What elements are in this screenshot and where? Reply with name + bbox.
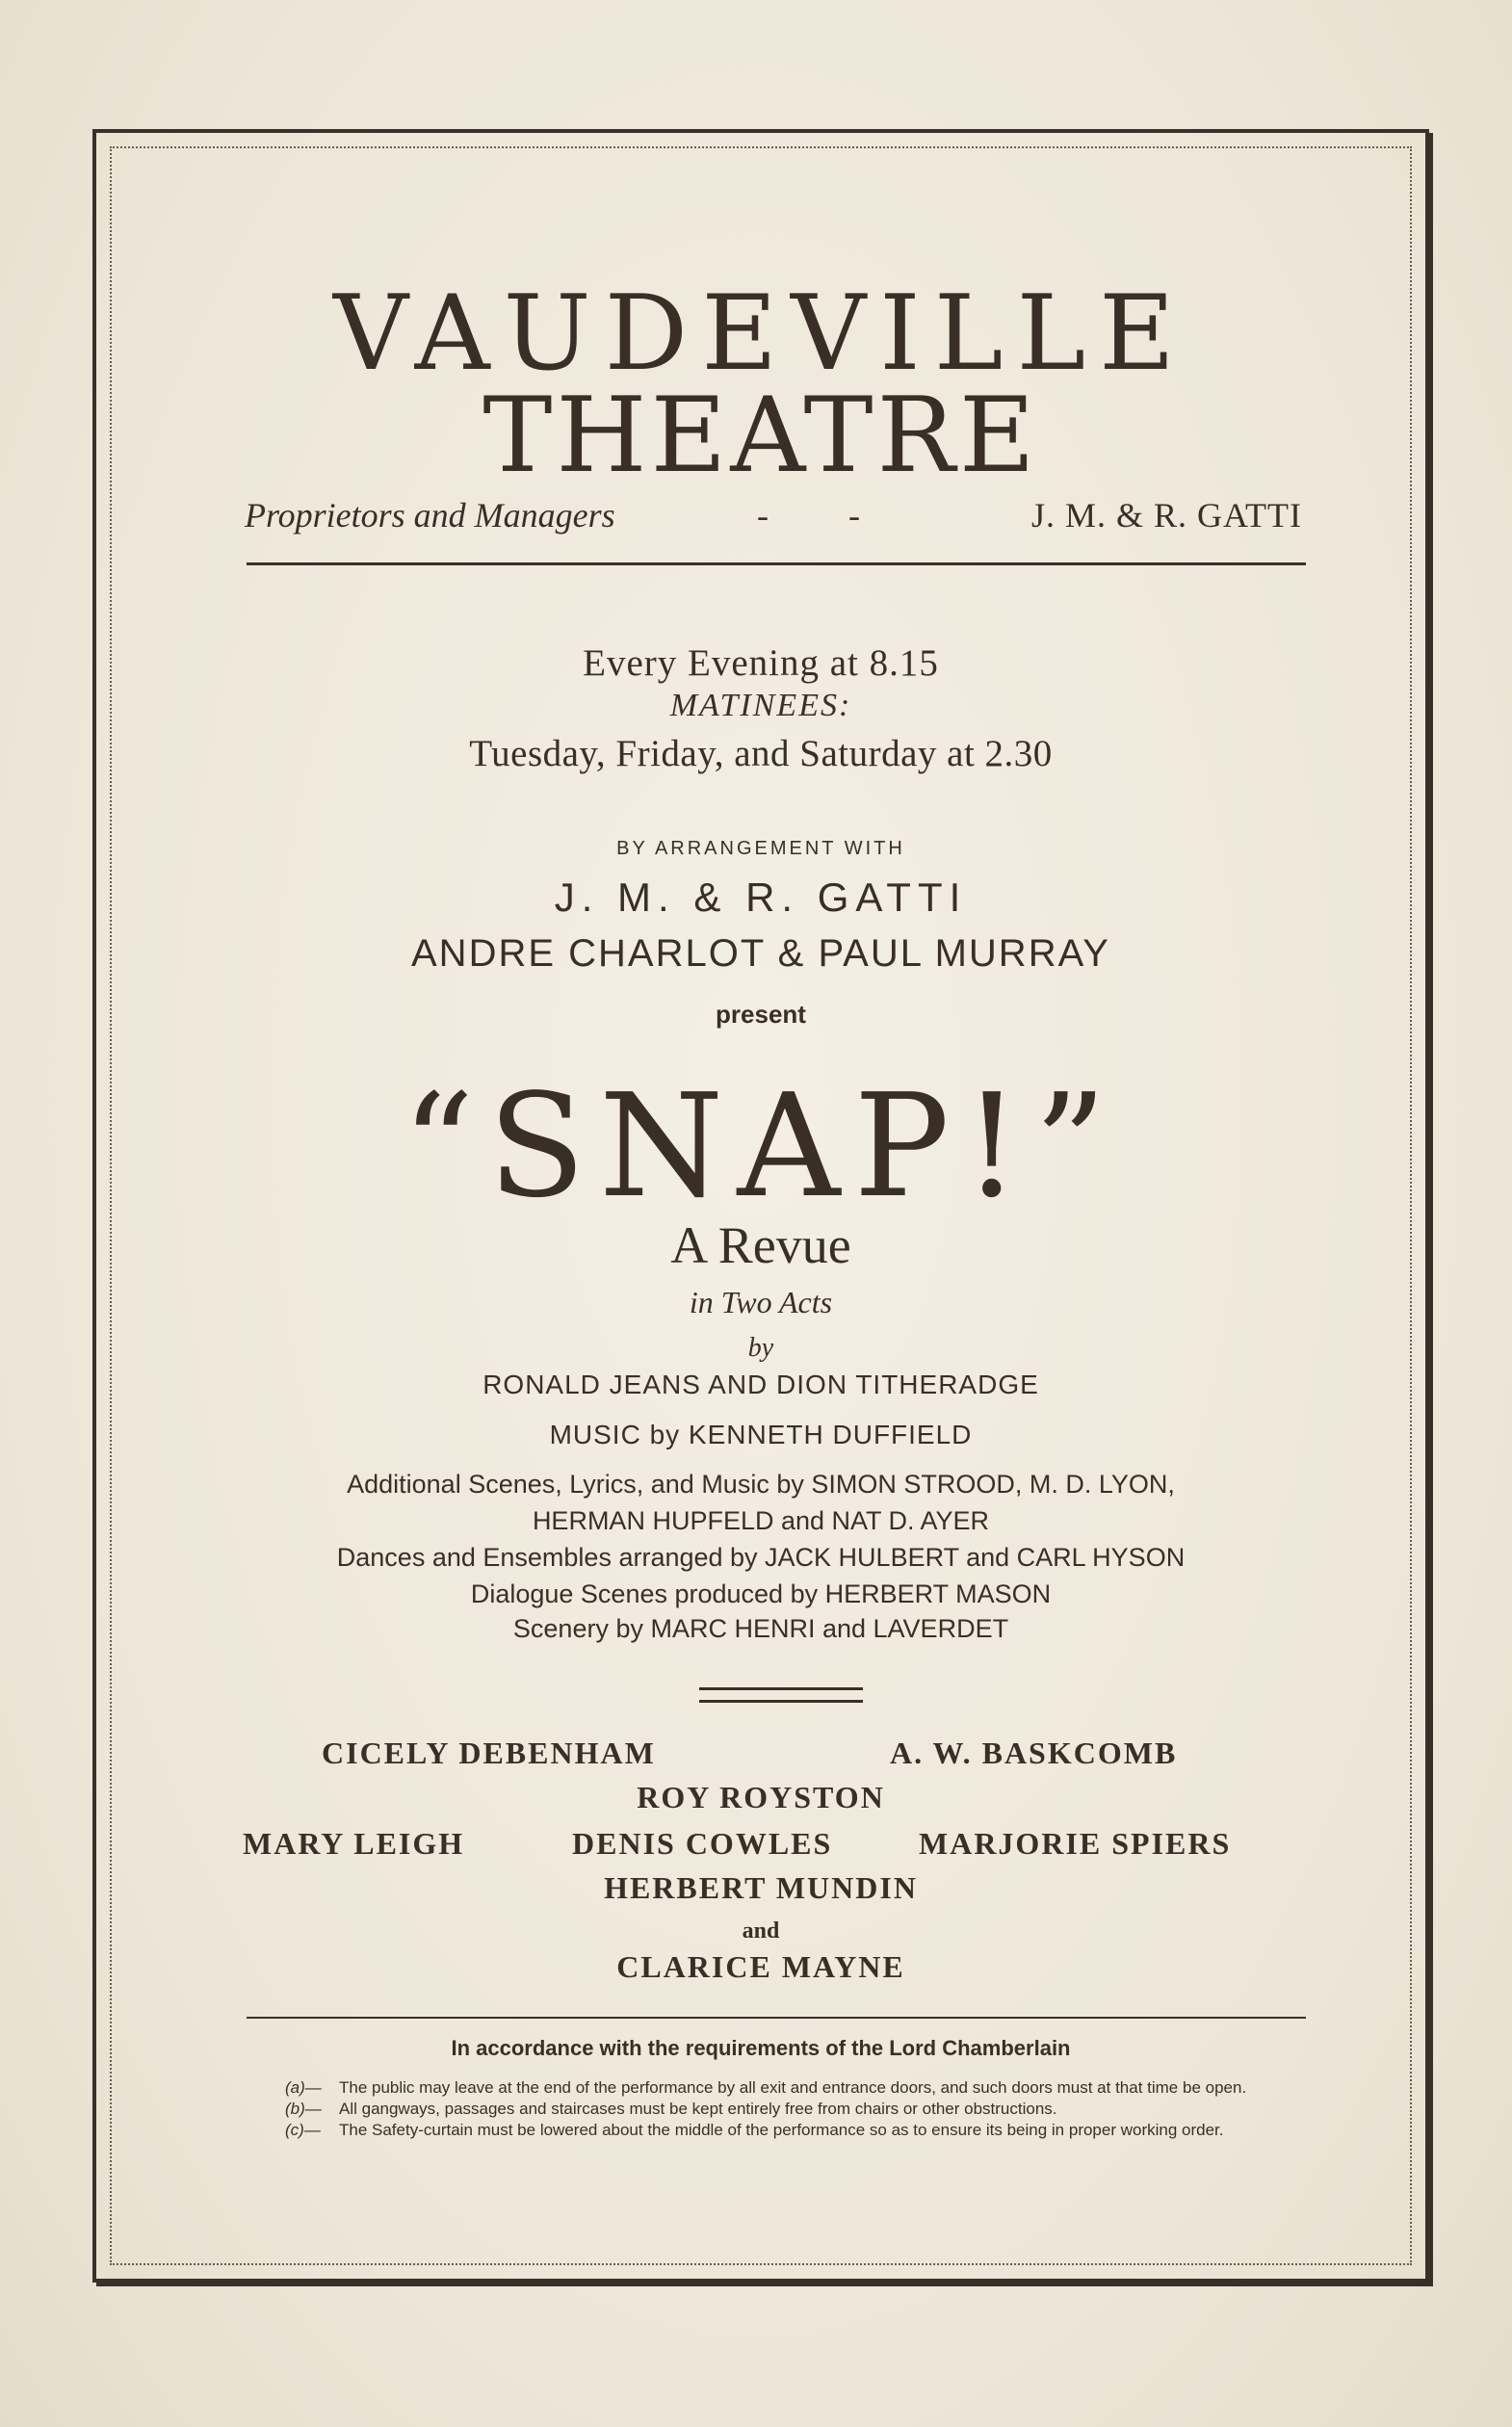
dances-credit: Dances and Ensembles arranged by JACK HULBERT and CARL HYSON	[336, 1543, 1186, 1572]
show-title: “SNAP!”	[401, 1063, 1121, 1229]
additional-credit-1: Additional Scenes, Lyrics, and Music by SIMON STROOD, M. D. LYON,	[347, 1470, 1175, 1499]
present-label: present	[716, 1000, 806, 1029]
regulation-label: (c)—	[285, 2121, 321, 2139]
by-label: by	[747, 1333, 774, 1363]
show-subtitle: A Revue	[670, 1216, 851, 1274]
cast-member: DENIS COWLES	[572, 1826, 833, 1861]
music-credit: MUSIC by KENNETH DUFFIELD	[549, 1420, 973, 1449]
divider-rule	[247, 562, 1306, 565]
cast-member: CICELY DEBENHAM	[322, 1735, 656, 1770]
additional-credit-2: HERMAN HUPFELD and NAT D. AYER	[532, 1506, 990, 1535]
regulation-item	[285, 2121, 1287, 2140]
matinees-label: MATINEES:	[669, 688, 852, 723]
arrangement-label: BY ARRANGEMENT WITH	[616, 838, 905, 859]
show-acts: in Two Acts	[689, 1285, 833, 1319]
regulation-label: (a)—	[285, 2078, 322, 2097]
scenery-credit: Scenery by MARC HENRI and LAVERDET	[512, 1614, 1009, 1643]
regulation-label: (b)—	[285, 2100, 322, 2118]
theatre-name-line2: THEATRE	[482, 376, 1039, 496]
theatre-name-line1: VAUDEVILLE	[332, 274, 1189, 394]
dialogue-credit: Dialogue Scenes produced by HERBERT MASON	[470, 1579, 1052, 1608]
regulation-item	[285, 2100, 1287, 2119]
regulation-text: All gangways, passages and staircases must be kept entirely free from chairs or other obstructions.	[339, 2100, 1057, 2118]
regulations-list	[285, 2078, 1287, 2142]
cast-member: CLARICE MAYNE	[616, 1949, 905, 1984]
proprietors-dash: -	[757, 496, 769, 535]
double-rule	[699, 1687, 863, 1703]
cast-member: MARJORIE SPIERS	[919, 1826, 1232, 1861]
regulation-text: The Safety-curtain must be lowered about the middle of the performance so as to ensure its being in proper working order.	[339, 2121, 1224, 2139]
proprietors-dash: -	[848, 496, 860, 535]
inner-dotted-border	[110, 146, 1412, 2265]
cast-and: and	[742, 1918, 780, 1944]
authors: RONALD JEANS AND DION TITHERADGE	[482, 1370, 1039, 1399]
cast-member: A. W. BASKCOMB	[890, 1735, 1178, 1770]
proprietors-name: J. M. & R. GATTI	[1030, 496, 1302, 535]
arranger-name: J. M. & R. GATTI	[554, 874, 968, 920]
lord-chamberlain-heading: In accordance with the requirements of the Lord Chamberlain	[451, 2036, 1071, 2060]
regulation-text: The public may leave at the end of the performance by all exit and entrance doors, and such doors must at that time be open.	[339, 2078, 1247, 2097]
evening-time: Every Evening at 8.15	[583, 642, 939, 684]
cast-member: ROY ROYSTON	[637, 1780, 885, 1814]
cast-member: HERBERT MUNDIN	[604, 1870, 918, 1905]
divider-rule	[247, 2017, 1306, 2019]
regulation-item	[285, 2078, 1287, 2098]
cast-member: MARY LEIGH	[243, 1826, 465, 1861]
producers-names: ANDRE CHARLOT & PAUL MURRAY	[411, 932, 1110, 975]
outer-border	[92, 129, 1429, 2283]
matinee-days: Tuesday, Friday, and Saturday at 2.30	[469, 733, 1053, 774]
proprietors-label: Proprietors and Managers	[245, 496, 615, 535]
